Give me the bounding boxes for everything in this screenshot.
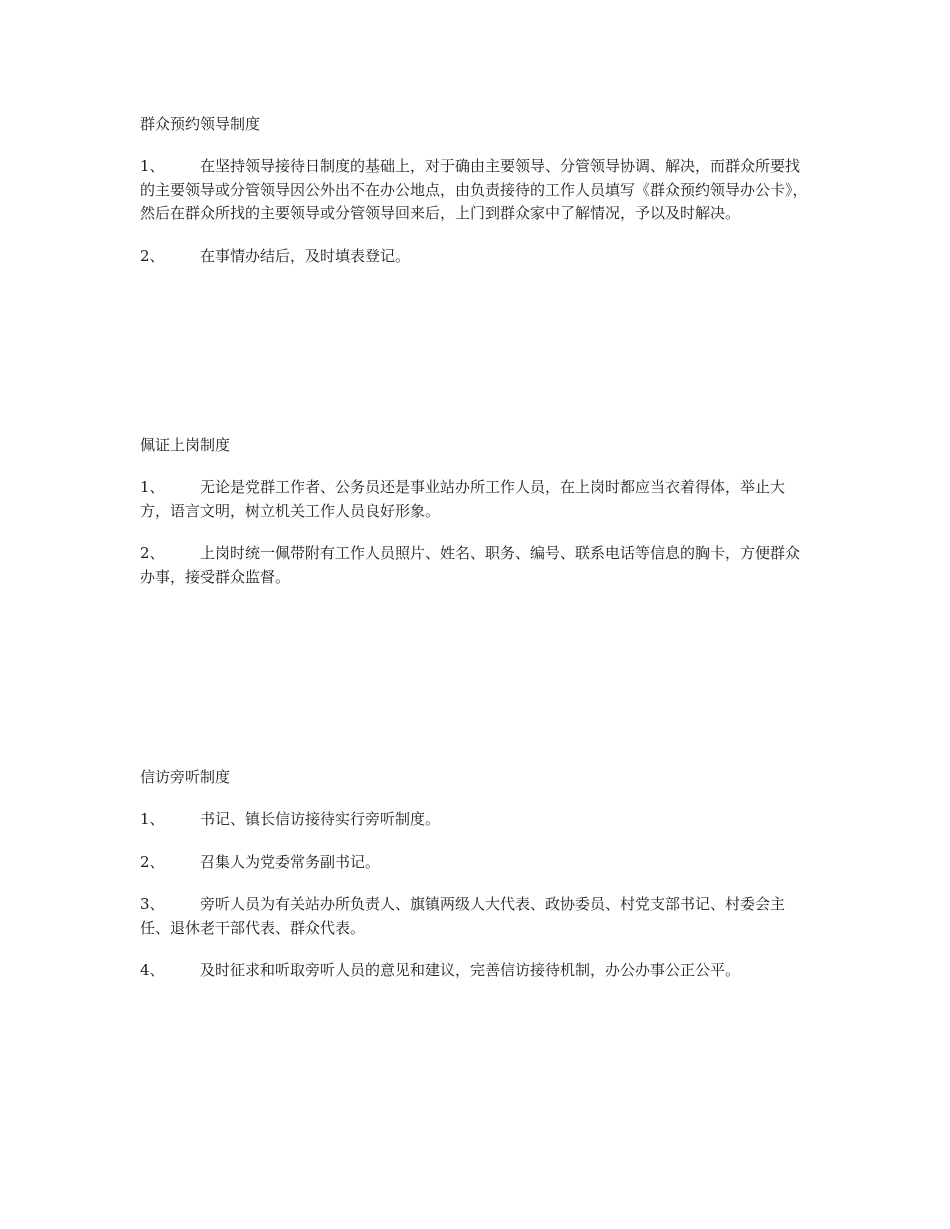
item-text: 旁听人员为有关站办所负责人、旗镇两级人大代表、政协委员、村党支部书记、村委会主任、退休老干部代表、群众代表。	[140, 895, 786, 937]
section-petition-audit	[140, 766, 810, 1002]
item-number: 1、	[140, 157, 165, 175]
list-item	[140, 959, 810, 983]
section-appointment-leaders	[140, 113, 810, 287]
section-title: 群众预约领导制度	[140, 115, 261, 133]
list-item	[140, 476, 810, 523]
list-item	[140, 851, 810, 875]
section-badge-on-duty	[140, 434, 810, 608]
list-item	[140, 542, 810, 589]
item-text: 书记、镇长信访接待实行旁听制度。	[200, 810, 441, 828]
item-text: 召集人为党委常务副书记。	[200, 852, 381, 871]
list-item	[140, 893, 810, 940]
item-number: 2、	[140, 852, 165, 871]
list-item	[140, 155, 810, 226]
item-number: 3、	[140, 895, 165, 913]
item-number: 2、	[140, 544, 165, 562]
item-number: 2、	[140, 246, 165, 265]
item-number: 1、	[140, 478, 165, 496]
item-text: 及时征求和听取旁听人员的意见和建议，完善信访接待机制，办公办事公正公平。	[200, 961, 741, 979]
section-title: 信访旁听制度	[140, 768, 231, 786]
item-number: 1、	[140, 810, 165, 828]
item-text: 无论是党群工作者、公务员还是事业站办所工作人员，在上岗时都应当衣着得体，举止大方，语言文明，树立机关工作人员良好形象。	[140, 478, 786, 520]
item-text: 在坚持领导接待日制度的基础上，对于确由主要领导、分管领导协调、解决，而群众所要找的主要领导或分管领导因公外出不在办公地点，由负责接待的工作人员填写《群众预约领导办公卡》，然后在群众所找的主要领导或分管领导回来后，上门到群众家中了解情况，予以及时解决。	[140, 157, 808, 222]
section-title: 佩证上岗制度	[140, 436, 231, 454]
list-item	[140, 808, 810, 832]
item-number: 4、	[140, 961, 165, 979]
item-text: 在事情办结后，及时填表登记。	[200, 246, 411, 265]
item-text: 上岗时统一佩带附有工作人员照片、姓名、职务、编号、联系电话等信息的胸卡，方便群众办事，接受群众监督。	[140, 544, 801, 586]
list-item	[140, 245, 810, 269]
